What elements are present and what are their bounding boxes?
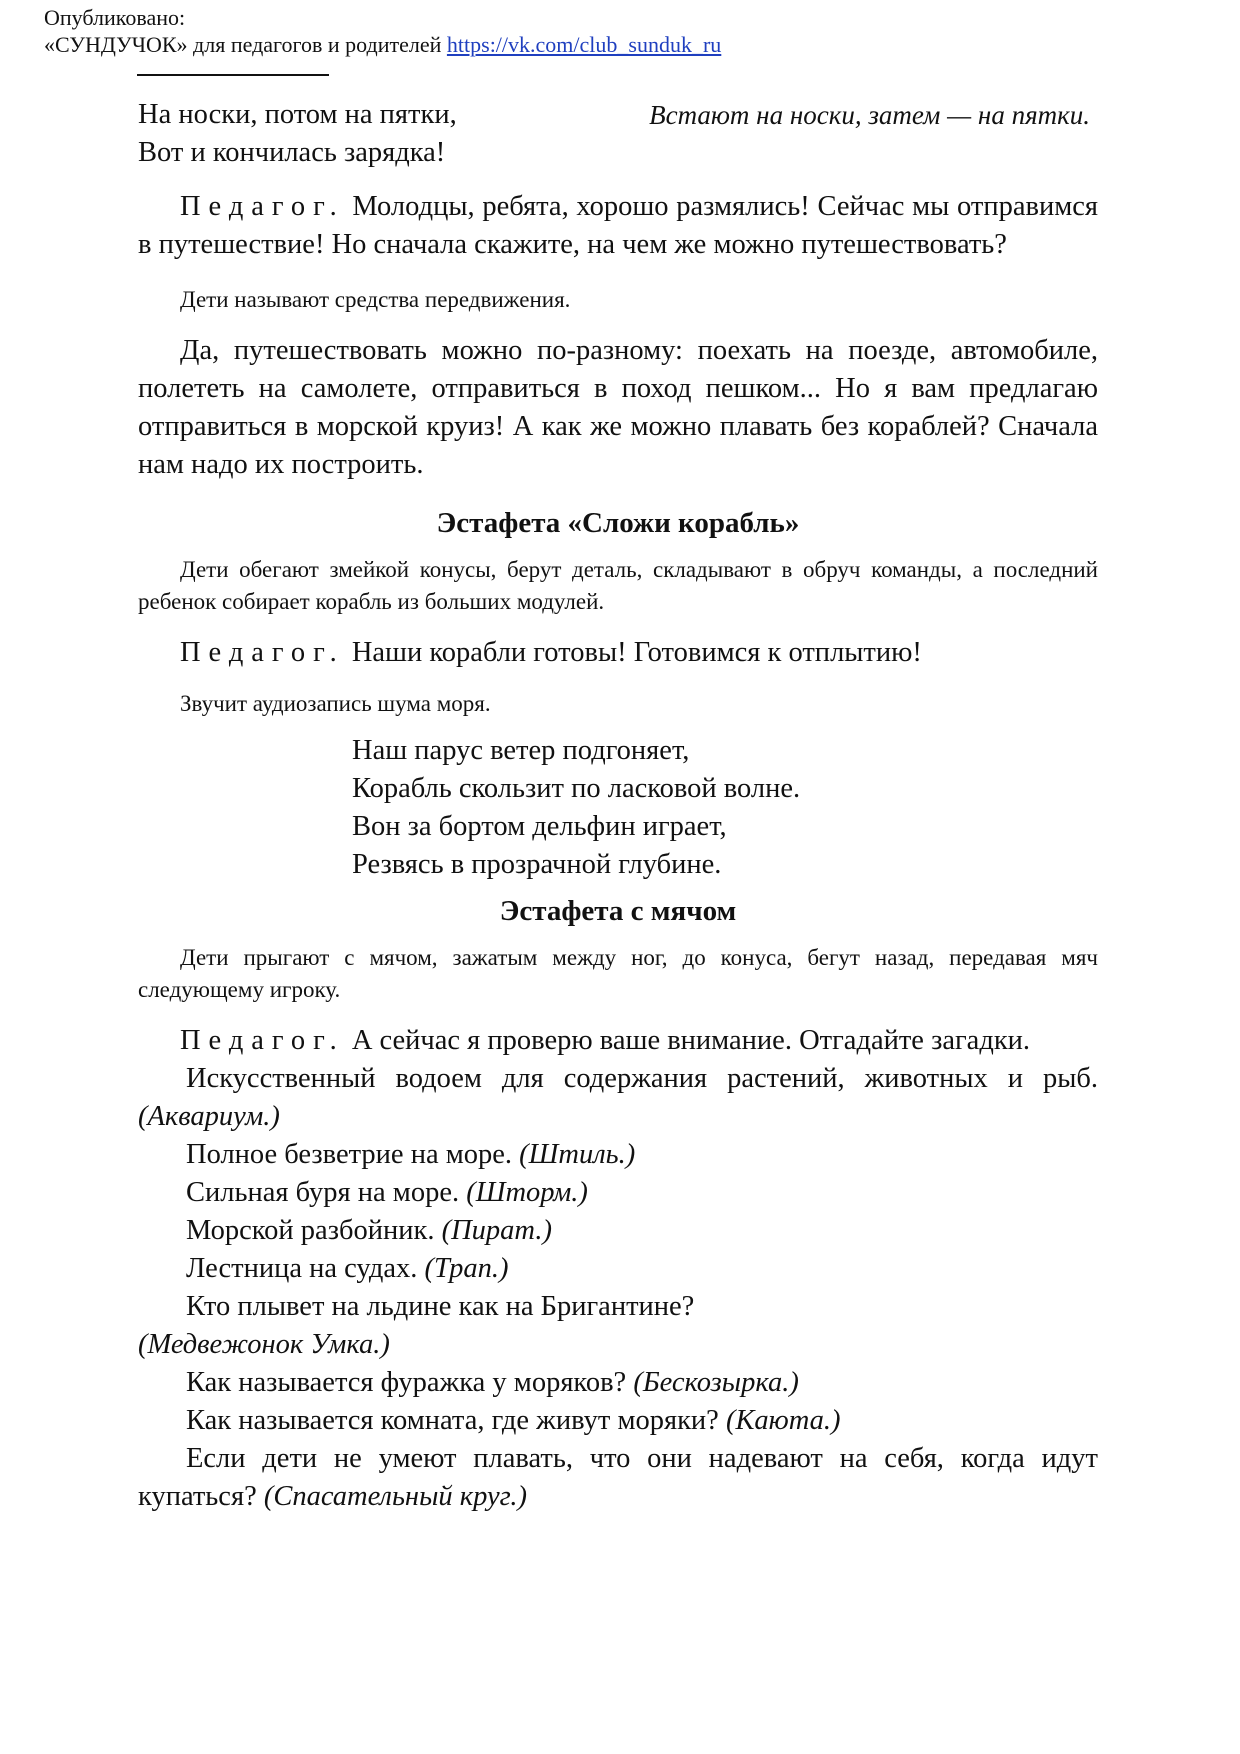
riddle-answer: (Медвежонок Умка.) [138, 1329, 390, 1360]
riddle-answer: (Пират.) [441, 1215, 552, 1246]
section-heading-2: Эстафета с мячом [499, 895, 737, 927]
riddle-item [138, 1174, 1098, 1212]
stage-direction: Встают на носки, затем — на пятки. [649, 100, 1090, 130]
published-label: Опубликовано: [44, 5, 186, 30]
section-heading-1: Эстафета «Сложи корабль» [436, 507, 800, 539]
vk-link[interactable]: https://vk.com/club_sunduk_ru [446, 32, 722, 57]
teacher-speech-3 [138, 634, 1098, 672]
riddle-item [138, 1250, 1098, 1288]
poem-line: Корабль скользит по ласковой волне. [352, 773, 801, 804]
riddle-item [138, 1402, 1098, 1440]
riddle-item [138, 1364, 1098, 1402]
riddle-answer: (Аквариум.) [138, 1101, 280, 1132]
publication-header [44, 4, 721, 58]
teacher-speech-1 [138, 188, 1098, 264]
riddle-question: Если дети не умеют плавать, что они надевают на себя, когда идут купаться? [138, 1443, 1098, 1512]
riddle-question: Как называется фуражка у моряков? [186, 1367, 634, 1398]
speaker-label: Педагог. [180, 637, 345, 668]
verse-line-2: Вот и кончилась зарядка! [138, 137, 446, 168]
stage-note-2: Дети обегают змейкой конусы, берут деталь, складывают в обруч команды, а последний ребенок собирает корабль из больших модулей. [138, 557, 1098, 614]
poem-line: Резвясь в прозрачной глубине. [352, 849, 722, 880]
publisher-line [44, 31, 721, 58]
poem-line: Вон за бортом дельфин играет, [352, 811, 727, 842]
riddle-item [138, 1136, 1098, 1174]
riddle-answer: (Трап.) [424, 1253, 509, 1284]
riddle-question: Искусственный водоем для содержания растений, животных и рыб. [186, 1063, 1098, 1094]
riddle-answer: (Спасательный круг.) [263, 1481, 527, 1512]
riddle-answer: (Каюта.) [725, 1405, 841, 1436]
verse-line-1 [138, 96, 1098, 134]
riddle-question: Как называется комната, где живут моряки? [186, 1405, 726, 1436]
teacher-speech-2: Да, путешествовать можно по-разному: поехать на поезде, автомобиле, полететь на самолете, отправиться в поход пешком... Но я вам предлагаю отправиться в морской круиз! А как же можно плавать без кораблей? Сначала нам надо их построить. [138, 335, 1098, 480]
riddle-question: Кто плывет на льдине как на Бригантине? [186, 1291, 695, 1322]
speech-text: Наши корабли готовы! Готовимся к отплытию! [344, 637, 922, 668]
riddle-item [138, 1288, 1098, 1364]
verse-text: На носки, потом на пятки, [138, 99, 457, 130]
teacher-speech-4 [138, 1022, 1098, 1060]
riddle-question: Сильная буря на море. [186, 1177, 467, 1208]
riddle-list [138, 1060, 1098, 1516]
riddle-answer: (Шторм.) [466, 1177, 588, 1208]
riddle-answer: (Штиль.) [519, 1139, 636, 1170]
riddle-item [138, 1060, 1098, 1136]
publisher-name: «СУНДУЧОК» для педагогов и родителей [44, 32, 442, 57]
speaker-label: Педагог. [180, 1025, 345, 1056]
poem-line: Наш парус ветер подгоняет, [352, 735, 690, 766]
riddle-question: Морской разбойник. [186, 1215, 442, 1246]
stage-note-1: Дети называют средства передвижения. [180, 287, 571, 312]
poem [138, 732, 1098, 884]
speaker-label: Педагог. [180, 191, 345, 222]
riddle-question: Лестница на судах. [186, 1253, 425, 1284]
riddle-question: Полное безветрие на море. [186, 1139, 520, 1170]
speech-text: Молодцы, ребята, хорошо размялись! Сейчас мы отправимся в путешествие! Но сначала скажите, на чем же можно путешествовать? [138, 191, 1098, 260]
riddle-item [138, 1212, 1098, 1250]
stage-note-3: Звучит аудиозапись шума моря. [180, 691, 491, 716]
document-body [138, 96, 1098, 1516]
stage-note-4: Дети прыгают с мячом, зажатым между ног, до конуса, бегут назад, передавая мяч следующему игроку. [138, 945, 1098, 1002]
riddle-answer: (Бескозырка.) [633, 1367, 799, 1398]
speech-text: А сейчас я проверю ваше внимание. Отгадайте загадки. [344, 1025, 1031, 1056]
riddle-item [138, 1440, 1098, 1516]
header-divider [137, 74, 329, 76]
